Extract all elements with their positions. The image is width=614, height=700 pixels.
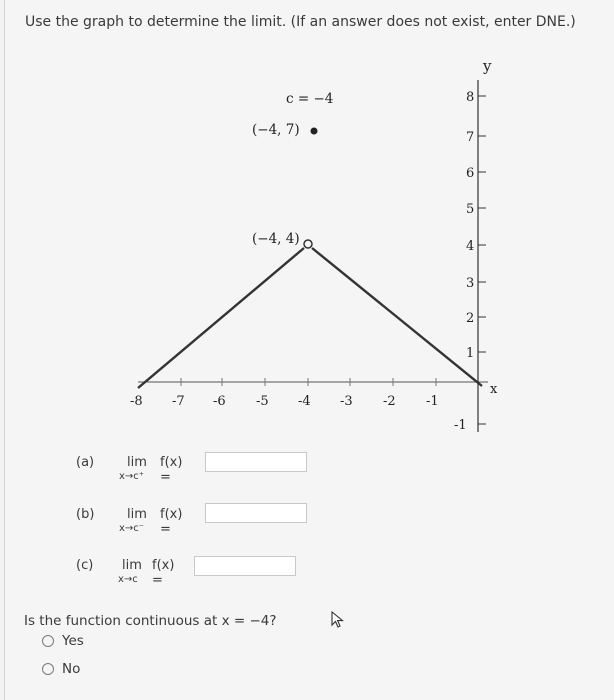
filled-point: [311, 128, 318, 135]
option-yes[interactable]: [42, 633, 84, 649]
y-axis-label: y: [483, 57, 492, 75]
x-tick-label: -2: [383, 394, 396, 409]
answer-input-a[interactable]: [205, 452, 307, 472]
y-tick-label: 8: [466, 90, 475, 105]
c-value-label: c = −4: [286, 91, 334, 107]
filled-point-label: (−4, 7): [252, 122, 300, 138]
part-letter: (c): [76, 558, 94, 573]
option-no[interactable]: [42, 661, 80, 677]
y-tick-label: 3: [466, 276, 475, 291]
continuity-question: Is the function continuous at x = −4?: [24, 613, 277, 629]
lim-label: lim: [122, 558, 142, 573]
x-tick-label: -1: [426, 394, 439, 409]
answer-input-b[interactable]: [205, 503, 307, 523]
x-tick-label: -5: [256, 394, 269, 409]
mouse-cursor-icon: [330, 610, 346, 630]
function-label: f(x) =: [160, 507, 183, 537]
x-tick-label: -7: [172, 394, 185, 409]
part-letter: (a): [76, 455, 95, 470]
y-tick-label: 4: [466, 239, 475, 254]
x-axis-label: x: [490, 382, 498, 397]
lim-subscript: x→c⁺: [119, 471, 145, 482]
lim-subscript: x→c⁻: [119, 523, 145, 534]
lim-label: lim: [127, 455, 147, 470]
x-tick-label: -8: [130, 394, 143, 409]
graph-segment-right: [312, 248, 482, 386]
y-tick-marks: [478, 96, 486, 424]
x-tick-label: -6: [213, 394, 226, 409]
function-label: f(x) =: [152, 558, 175, 588]
function-label: f(x) =: [160, 455, 183, 485]
x-tick-label: -4: [298, 394, 311, 409]
radio-button[interactable]: [42, 635, 54, 647]
instruction-text: Use the graph to determine the limit. (If an answer does not exist, enter DNE.): [25, 14, 576, 30]
y-tick-label: 6: [466, 166, 475, 181]
graph-segment-left: [138, 248, 304, 388]
radio-button[interactable]: [42, 663, 54, 675]
lim-label: lim: [127, 507, 147, 522]
y-tick-label: 1: [466, 346, 475, 361]
part-letter: (b): [76, 507, 95, 522]
open-point-label: (−4, 4): [252, 231, 300, 247]
y-tick-label: 5: [466, 202, 475, 217]
option-label: Yes: [62, 633, 84, 649]
lim-subscript: x→c: [118, 574, 138, 585]
y-tick-label: -1: [454, 418, 467, 433]
answer-input-c[interactable]: [194, 556, 296, 576]
x-tick-label: -3: [340, 394, 353, 409]
y-tick-label: 7: [466, 130, 475, 145]
y-tick-label: 2: [466, 311, 475, 326]
option-label: No: [62, 661, 81, 677]
open-point: [304, 240, 312, 248]
